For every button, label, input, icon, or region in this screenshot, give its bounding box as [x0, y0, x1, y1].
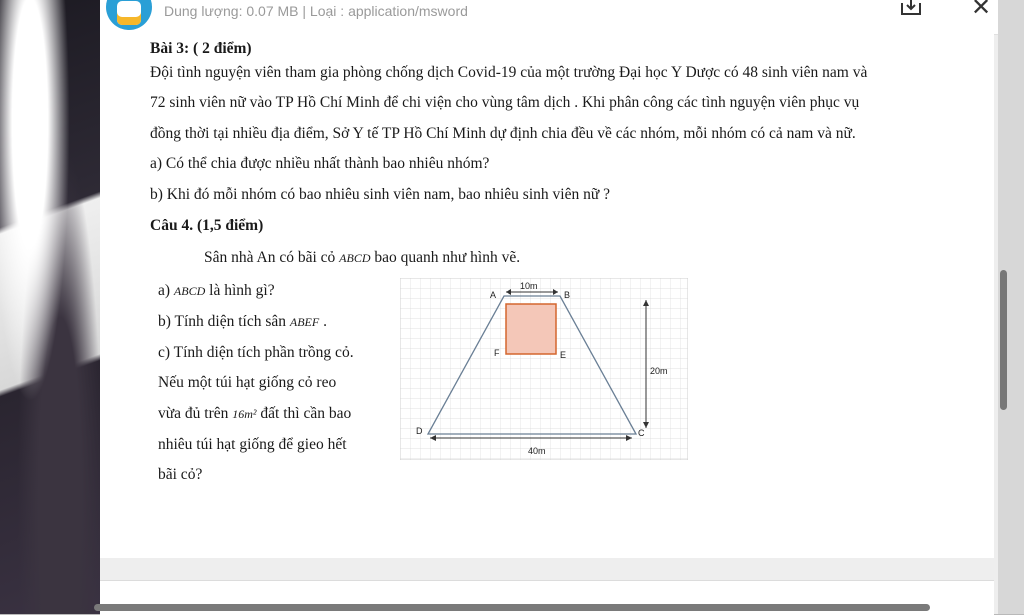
trapezoid-figure [400, 278, 688, 460]
label-c: C [638, 428, 645, 438]
cau4-question-c-2: Nếu một túi hạt giống cỏ reo [158, 374, 337, 391]
app-logo-icon [106, 0, 152, 30]
q-a-post: là hình gì? [209, 282, 275, 299]
vertical-scrollbar[interactable] [1000, 270, 1007, 410]
bai3-question-a: a) Có thể chia được nhiều nhất thành bao nhiêu nhóm? [150, 155, 490, 172]
label-d: D [416, 426, 423, 436]
q-c3-math: 16m² [232, 407, 257, 421]
horizontal-scrollbar[interactable] [94, 604, 930, 611]
document-viewer-dialog [100, 0, 998, 614]
bai3-title: Bài 3: ( 2 điểm) [150, 40, 252, 57]
q-b-post: . [323, 313, 327, 330]
height-length-label: 20m [650, 366, 668, 376]
cau4-title: Câu 4. (1,5 điểm) [150, 217, 264, 234]
label-a: A [490, 290, 497, 300]
q-c3-post: đất thì cần bao [260, 405, 352, 422]
cau4-question-c-5: bãi cỏ? [158, 466, 203, 483]
document-page [100, 34, 994, 558]
label-f: F [494, 348, 500, 358]
background-wallpaper [0, 0, 100, 614]
cau4-intro-text-2: bao quanh như hình vẽ. [374, 249, 521, 266]
cau4-intro [204, 249, 520, 267]
bottom-length-label: 40m [528, 446, 546, 456]
cau4-intro-math: ABCD [339, 251, 371, 265]
bai3-line-1: Đội tình nguyện viên tham gia phòng chống dịch Covid-19 của một trường Đại học Y Dược có 48 sinh viên nam và [150, 64, 868, 81]
q-b-pre: b) Tính diện tích sân [158, 313, 286, 330]
download-icon [900, 0, 922, 17]
q-b-math: ABEF [289, 315, 320, 329]
download-button[interactable] [898, 0, 924, 18]
q-c3-pre: vừa đủ trên [158, 405, 229, 422]
bai3-line-3: đồng thời tại nhiều địa điểm, Sở Y tế TP Hồ Chí Minh dự định chia đều về các nhóm, mỗi nhóm có cả nam và nữ. [150, 125, 856, 142]
bai3-question-b: b) Khi đó mỗi nhóm có bao nhiêu sinh viên nam, bao nhiêu sinh viên nữ ? [150, 186, 610, 203]
q-a-pre: a) [158, 282, 171, 299]
q-a-math: ABCD [173, 284, 206, 298]
cau4-question-c-4: nhiêu túi hạt giống để gieo hết [158, 436, 347, 453]
file-meta: Dung lượng: 0.07 MB | Loại : application/msword [164, 3, 468, 19]
cau4-question-b [158, 313, 327, 331]
cau4-question-c: c) Tính diện tích phần trồng cỏ. [158, 344, 354, 361]
viewer-header [100, 0, 998, 35]
cau4-intro-text: Sân nhà An có bãi cỏ [204, 249, 336, 266]
cau4-question-c-3 [158, 405, 351, 423]
close-button[interactable]: ✕ [970, 0, 992, 21]
label-b: B [564, 290, 571, 300]
label-e: E [560, 350, 567, 360]
cau4-question-a [158, 282, 275, 300]
top-length-label: 10m [520, 281, 538, 291]
square-abef [506, 304, 556, 354]
bai3-line-2: 72 sinh viên nữ vào TP Hồ Chí Minh để chi viện cho vùng tâm dịch . Khi phân công các tình nguyện viên phục vụ [150, 94, 860, 111]
